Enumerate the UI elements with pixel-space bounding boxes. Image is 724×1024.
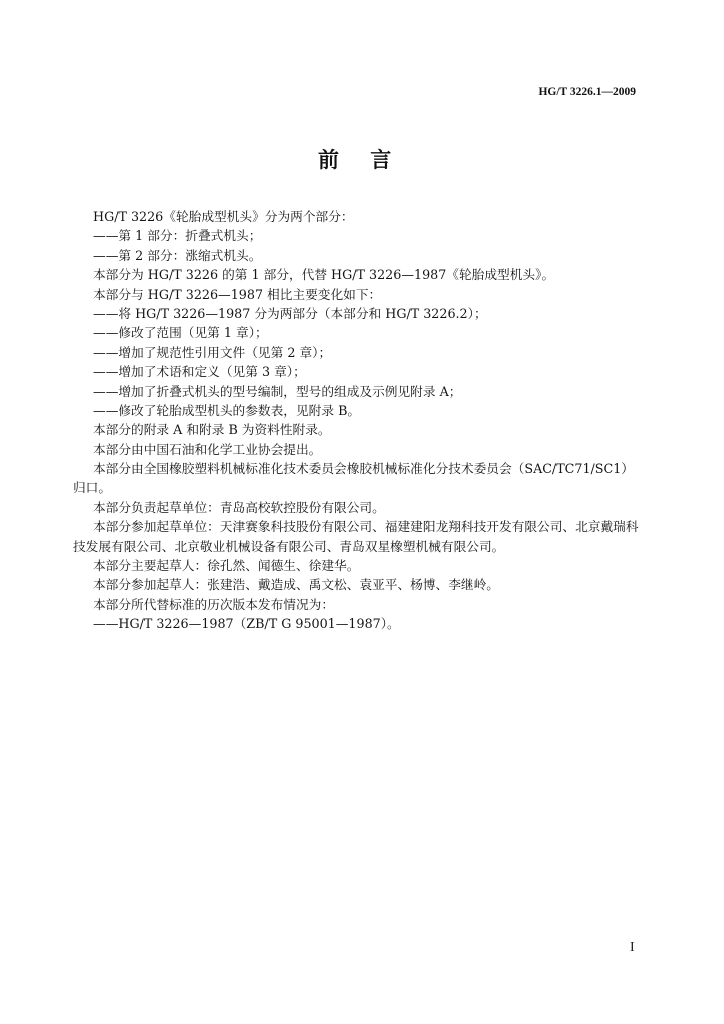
preface-paragraph [73, 440, 643, 459]
preface-paragraph [73, 595, 643, 614]
change-list-item [73, 343, 643, 362]
preface-line: ——增加了术语和定义（见第 3 章）； [93, 364, 306, 380]
preface-line: ——修改了轮胎成型机头的参数表，见附录 B。 [93, 402, 361, 418]
preface-line-continuation: 技发展有限公司、北京敬业机械设备有限公司、青岛双星橡塑机械有限公司。 [73, 538, 505, 554]
preface-paragraph [73, 556, 643, 575]
change-list-item [73, 304, 643, 323]
preface-paragraph [73, 265, 643, 284]
change-list-item [73, 401, 643, 420]
preface-line: 本部分参加起草人：张建浩、戴造成、禹文松、袁亚平、杨博、李继岭。 [93, 577, 499, 593]
preface-paragraph [73, 207, 643, 226]
standard-number: HG/T 3226.1—2009 [538, 86, 636, 98]
preface-line: 本部分负责起草单位：青岛高校软控股份有限公司。 [93, 499, 385, 515]
preface-paragraph [73, 285, 643, 304]
preface-body [73, 207, 643, 634]
preface-line: 本部分的附录 A 和附录 B 为资料性附录。 [93, 422, 331, 438]
part-list-item [73, 246, 643, 265]
change-list-item [73, 323, 643, 342]
preface-line: ——修改了范围（见第 1 章）； [93, 325, 268, 341]
change-list-item [73, 362, 643, 381]
preface-line: 本部分由中国石油和化学工业协会提出。 [93, 441, 322, 457]
preface-line: ——将 HG/T 3226—1987 分为两部分（本部分和 HG/T 3226.2）； [93, 305, 487, 321]
change-list-item [73, 382, 643, 401]
preface-line: 本部分为 HG/T 3226 的第 1 部分，代替 HG/T 3226—1987《轮胎成型机头》。 [93, 267, 555, 283]
preface-line: 本部分与 HG/T 3226—1987 相比主要变化如下： [93, 286, 382, 302]
preface-paragraph [73, 517, 643, 556]
preface-line: ——增加了规范性引用文件（见第 2 章）； [93, 344, 332, 360]
preface-title: 前 言 [318, 147, 404, 172]
preface-line: 本部分参加起草单位：天津赛象科技股份有限公司、福建建阳龙翔科技开发有限公司、北京戴瑞科 [93, 519, 639, 535]
preface-line: 本部分主要起草人：徐孔然、闻德生、徐建华。 [93, 558, 360, 574]
preface-line: ——增加了折叠式机头的型号编制，型号的组成及示例见附录 A； [93, 383, 462, 399]
preface-paragraph [73, 575, 643, 594]
preface-line-continuation: 归口。 [73, 480, 112, 496]
preface-line: 本部分所代替标准的历次版本发布情况为： [93, 596, 335, 612]
preface-line: HG/T 3226《轮胎成型机头》分为两个部分： [93, 209, 354, 224]
part-list-item [73, 226, 643, 245]
preface-line: 本部分由全国橡胶塑料机械标准化技术委员会橡胶机械标准化分技术委员会（SAC/TC71/SC1） [93, 461, 634, 477]
preface-line: ——第 1 部分：折叠式机头； [93, 228, 262, 244]
preface-paragraph [73, 459, 643, 498]
preface-line: ——第 2 部分：涨缩式机头。 [93, 247, 262, 263]
page-number: I [630, 940, 635, 955]
preface-paragraph [73, 498, 643, 517]
preface-paragraph [73, 420, 643, 439]
preface-line: ——HG/T 3226—1987（ZB/T G 95001—1987）。 [93, 616, 400, 632]
superseded-edition-item [73, 614, 643, 633]
